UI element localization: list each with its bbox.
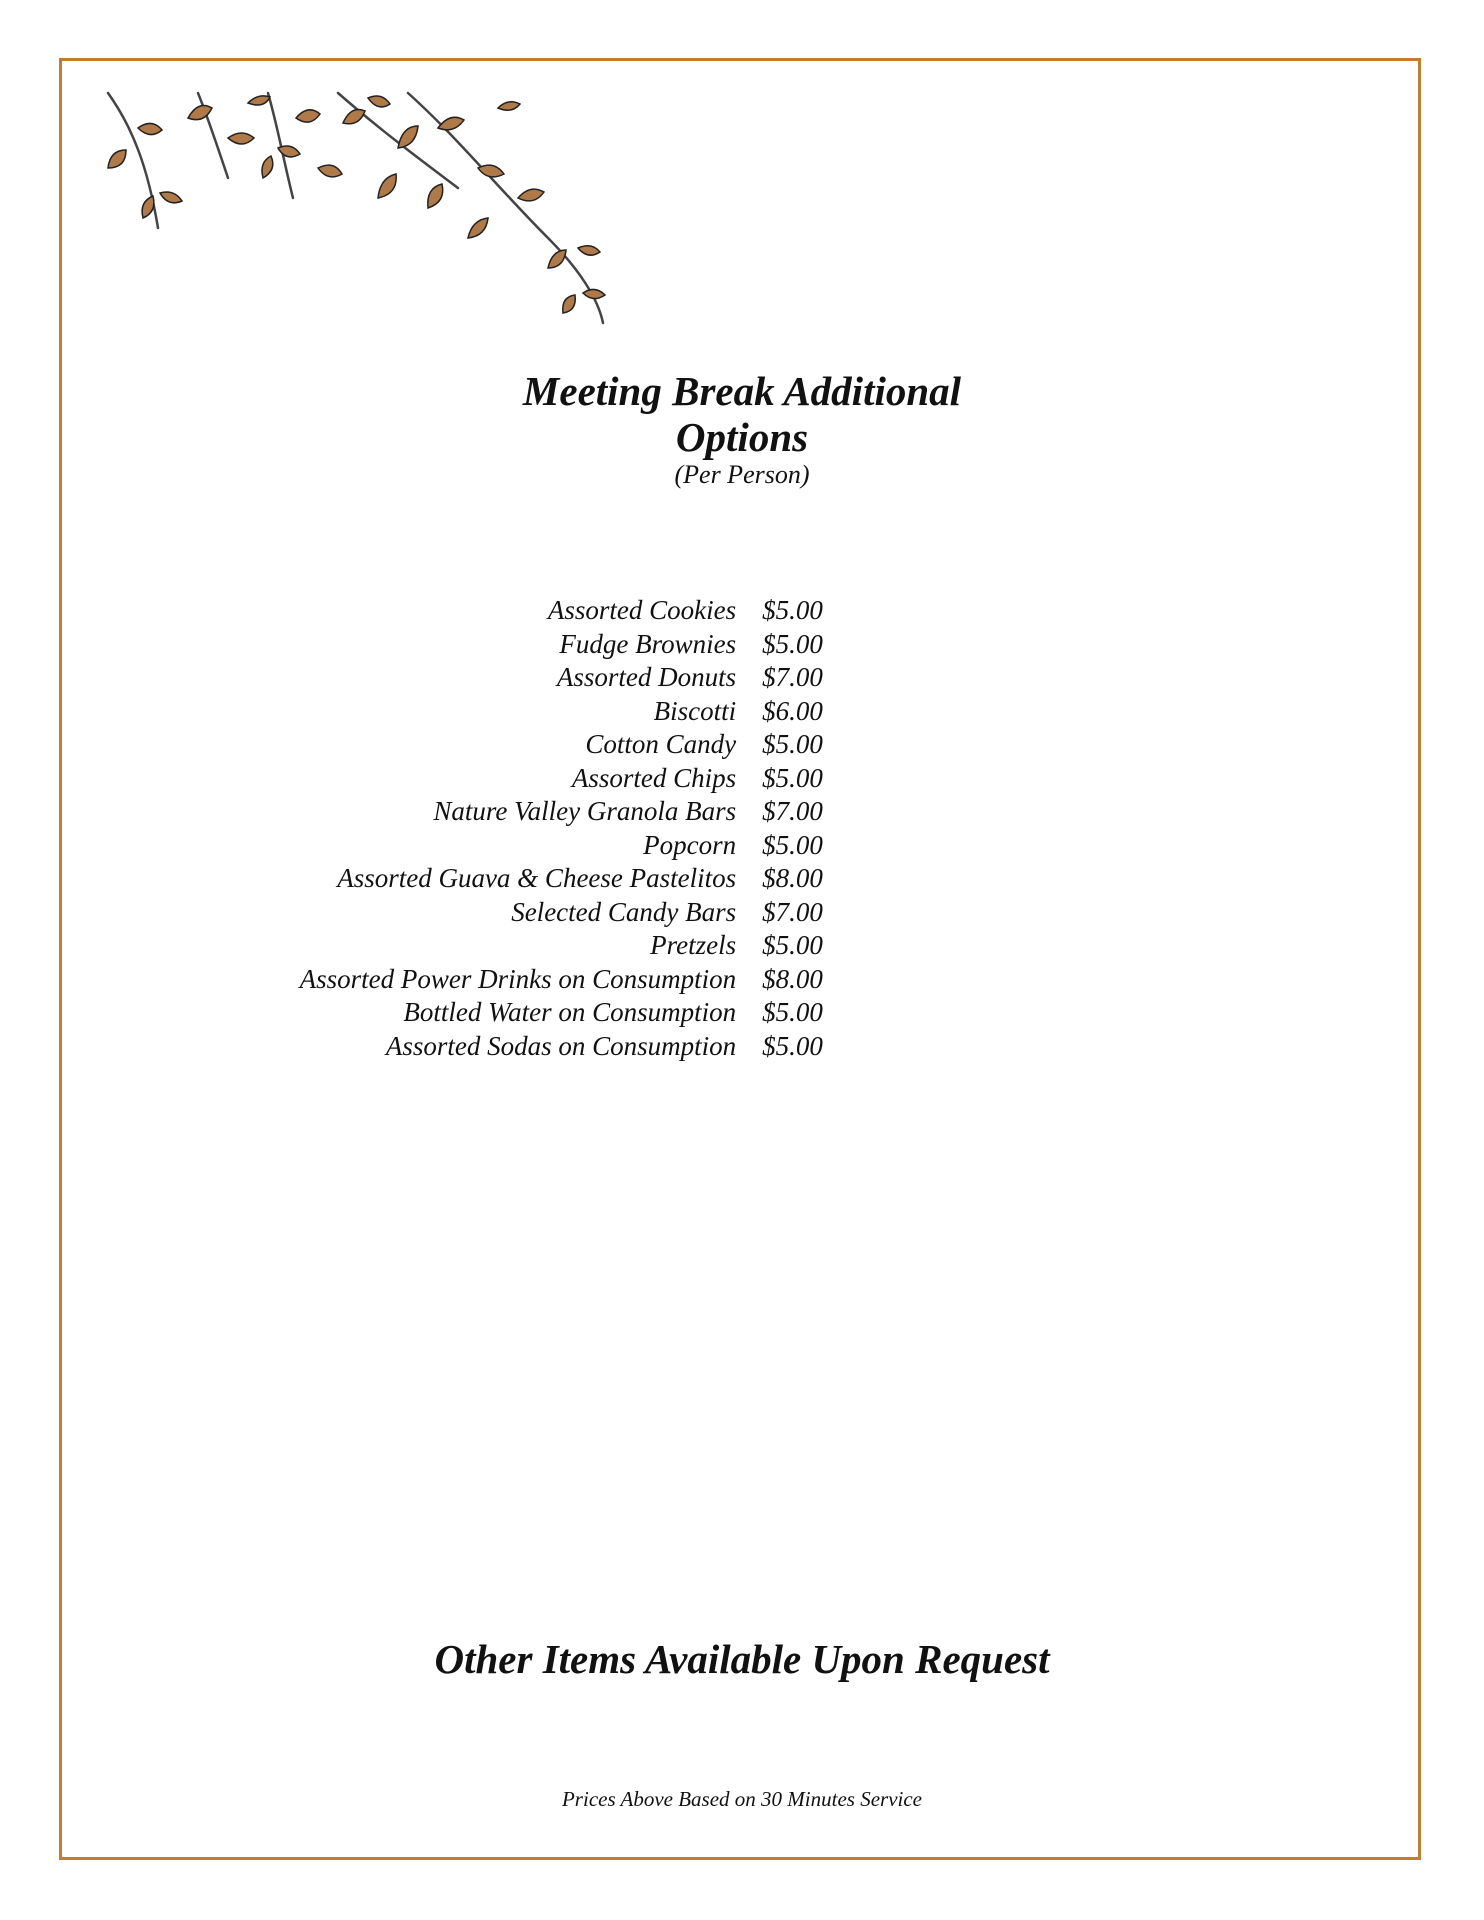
menu-item xyxy=(200,762,860,796)
menu-item-price: $5.00 xyxy=(762,930,823,960)
page-title: Meeting Break Additional xyxy=(522,368,962,414)
menu-item-price: $7.00 xyxy=(762,796,823,826)
menu-item-name: Selected Candy Bars xyxy=(511,896,737,927)
menu-item-name: Assorted Donuts xyxy=(556,662,737,692)
menu-item-price: $5.00 xyxy=(762,829,823,860)
menu-item-price: $8.00 xyxy=(762,863,823,893)
menu-item-name: Assorted Sodas on Consumption xyxy=(385,1030,737,1061)
menu-item-name: Pretzels xyxy=(650,930,737,960)
menu-item-price: $5.00 xyxy=(762,628,823,659)
page-subtitle: (Per Person) xyxy=(674,460,810,489)
menu-item xyxy=(200,862,860,896)
menu-item-name: Biscotti xyxy=(653,695,737,726)
leaf-branch-icon xyxy=(78,88,638,328)
menu-item xyxy=(200,728,860,762)
menu-item xyxy=(200,929,860,963)
menu-item xyxy=(200,1030,860,1064)
menu-item-name: Assorted Chips xyxy=(571,762,737,793)
menu-item-price: $5.00 xyxy=(762,997,823,1027)
menu-item xyxy=(200,695,860,729)
menu-item-price: $7.00 xyxy=(762,896,823,927)
menu-item xyxy=(200,896,860,930)
menu-item-price: $5.00 xyxy=(762,595,823,625)
menu-item xyxy=(200,963,860,997)
menu-item-name: Bottled Water on Consumption xyxy=(403,997,737,1027)
menu-item-price: $7.00 xyxy=(762,662,823,692)
menu-item-name: Assorted Power Drinks on Consumption xyxy=(299,963,737,994)
pricing-footnote: Prices Above Based on 30 Minutes Service xyxy=(561,1787,922,1811)
menu-list xyxy=(200,594,860,1063)
menu-item-name: Popcorn xyxy=(643,829,737,860)
menu-item-price: $6.00 xyxy=(762,695,823,726)
menu-item-price: $5.00 xyxy=(762,762,823,793)
menu-item xyxy=(200,661,860,695)
menu-item-name: Cotton Candy xyxy=(585,729,737,759)
menu-item-name: Nature Valley Granola Bars xyxy=(433,796,737,826)
page-title-continued: Options xyxy=(675,414,809,460)
menu-item-price: $5.00 xyxy=(762,1030,823,1061)
menu-item xyxy=(200,996,860,1030)
menu-item-name: Assorted Guava & Cheese Pastelitos xyxy=(337,863,737,893)
menu-item-price: $8.00 xyxy=(762,963,823,994)
menu-item xyxy=(200,795,860,829)
menu-item-price: $5.00 xyxy=(762,729,823,759)
other-items-note: Other Items Available Upon Request xyxy=(434,1636,1050,1682)
menu-item xyxy=(200,829,860,863)
menu-item xyxy=(200,628,860,662)
menu-item-name: Assorted Cookies xyxy=(547,595,737,625)
menu-item-name: Fudge Brownies xyxy=(559,628,737,659)
menu-item xyxy=(200,594,860,628)
